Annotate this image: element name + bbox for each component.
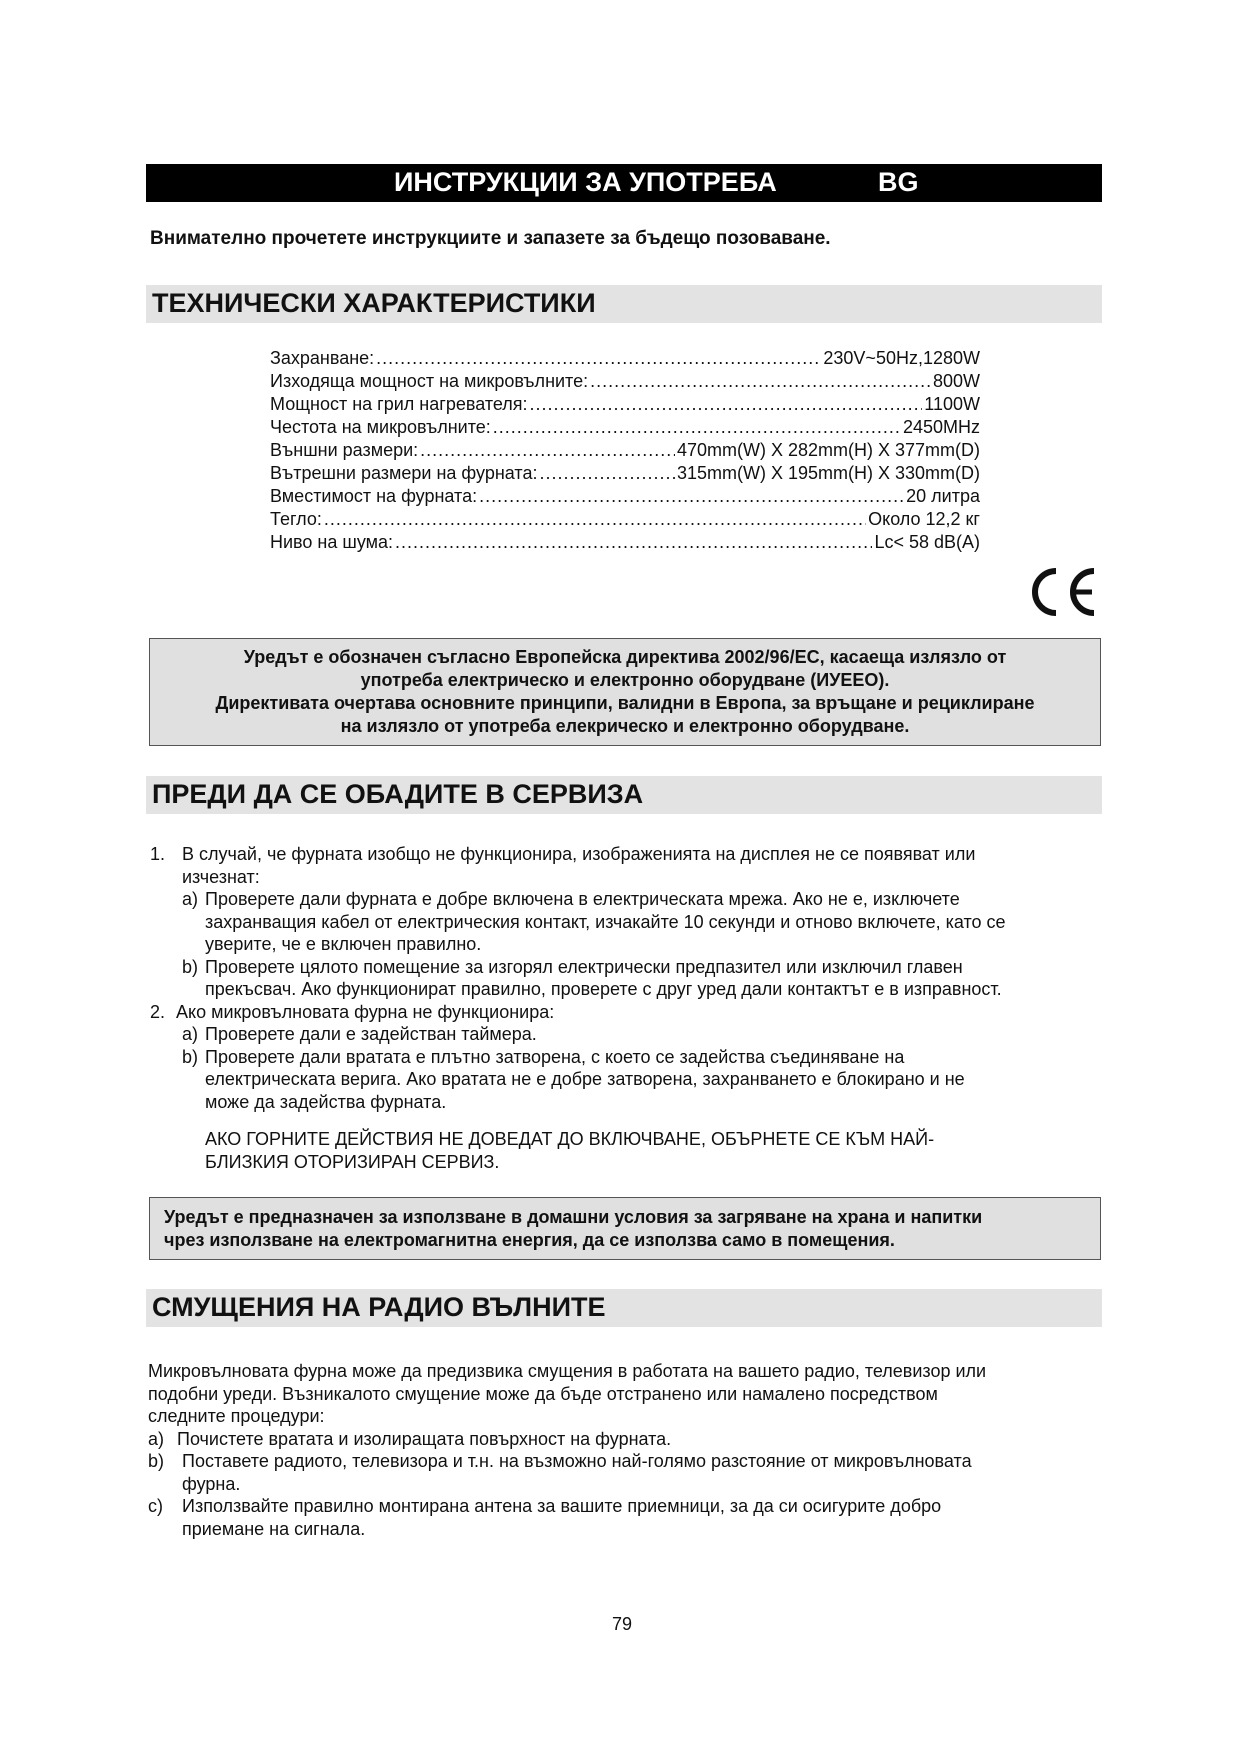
- item-line: В случай, че фурната изобщо не функционира, изображенията на дисплея не се появяват или: [182, 844, 976, 864]
- spec-value: 800W: [932, 371, 980, 391]
- spec-row: [270, 394, 980, 417]
- spec-label: Честота на микровълните:: [270, 417, 491, 437]
- spec-label: Изходяща мощност на микровълните:: [270, 371, 589, 391]
- item-line: Проверете цялото помещение за изгорял електрически предпазител или изключил главен: [205, 956, 963, 977]
- spec-row: [270, 532, 980, 555]
- document-title: ИНСТРУКЦИИ ЗА УПОТРЕБА: [394, 167, 777, 197]
- item-label: c): [148, 1496, 163, 1516]
- sub-list-item: [150, 1023, 1100, 1046]
- intro-text: Внимателно прочетете инструкциите и запазете за бъдещо позоваване.: [150, 228, 831, 249]
- spec-row: [270, 486, 980, 509]
- item-line: Ако микровълновата фурна не функционира:: [176, 1001, 555, 1022]
- spec-leader: [493, 417, 901, 438]
- spec-value: Около 12,2 кг: [868, 509, 980, 529]
- service-warning: [150, 1128, 1100, 1173]
- warning-line: БЛИЗКИЯ ОТОРИЗИРАН СЕРВИЗ.: [205, 1151, 500, 1172]
- radio-heading-text: СМУЩЕНИЯ НА РАДИО ВЪЛНИТЕ: [152, 1292, 606, 1322]
- spec-leader: [539, 463, 675, 484]
- spec-row: [270, 348, 980, 371]
- spec-leader: [376, 348, 821, 369]
- spec-label: Вместимост на фурната:: [270, 486, 478, 506]
- item-line: фурна.: [182, 1473, 241, 1494]
- notice-line: Уредът е предназначен за използване в домашни условия за загряване на храна и напитки: [164, 1207, 983, 1227]
- spec-label: Вътрешни размери на фурната:: [270, 463, 538, 483]
- spec-label: Мощност на грил нагревателя:: [270, 394, 528, 414]
- list-item: [148, 1428, 1098, 1451]
- list-item: [150, 1001, 1100, 1024]
- tech-specs-heading-text: ТЕХНИЧЕСКИ ХАРАКТЕРИСТИКИ: [152, 288, 596, 318]
- spec-row: [270, 417, 980, 440]
- item-line: Проверете дали е задействан таймера.: [205, 1024, 537, 1044]
- document-title-bar: [146, 164, 1102, 202]
- list-item: [148, 1450, 1098, 1495]
- spec-row: [270, 509, 980, 532]
- spec-leader: [590, 371, 931, 392]
- item-line: Поставете радиото, телевизора и т.н. на възможно най-голямо разстояние от микровълновата: [182, 1451, 972, 1471]
- ce-mark-icon: [1024, 566, 1098, 618]
- paragraph-line: Микровълновата фурна може да предизвика смущения в работата на вашето радио, телевизор или: [148, 1361, 987, 1381]
- spec-value: 1100W: [924, 394, 980, 414]
- item-line: Проверете дали вратата е плътно затворена, с което се задейства съединяване на: [205, 1046, 905, 1067]
- list-item: [148, 1495, 1098, 1540]
- spec-value: 230V~50Hz,1280W: [823, 348, 980, 368]
- spec-label: Захранване:: [270, 348, 375, 368]
- item-line: Проверете дали фурната е добре включена в електрическата мрежа. Ако не е, изключете: [205, 889, 960, 909]
- item-line: може да задейства фурната.: [205, 1091, 447, 1112]
- item-line: приемане на сигнала.: [182, 1518, 366, 1539]
- spec-value: 470mm(W) X 282mm(H) X 377mm(D): [676, 440, 980, 460]
- item-line: захранващия кабел от електрическия контакт, изчакайте 10 секунди и отново включете, като се: [205, 911, 1006, 932]
- notice-line: употреба електрическо и електронно оборудване (ИУЕЕО).: [360, 670, 890, 690]
- spec-label: Ниво на шума:: [270, 532, 394, 552]
- spec-value: Lc< 58 dB(A): [874, 532, 980, 552]
- spec-label: Тегло:: [270, 509, 322, 529]
- notice-line: чрез използване на електромагнитна енергия, да се използва само в помещения.: [164, 1230, 895, 1250]
- spec-leader: [530, 394, 923, 415]
- spec-list: [270, 348, 980, 555]
- service-heading: [146, 776, 1102, 814]
- notice-line: на излязло от употреба елекрическо и електронно оборудване.: [340, 716, 910, 736]
- item-line: уверите, че е включен правилно.: [205, 934, 482, 954]
- spec-leader: [395, 532, 872, 553]
- sub-list-item: [150, 956, 1100, 1001]
- item-line: електрическата верига. Ако вратата не е добре затворена, захранването е блокирано и не: [205, 1069, 965, 1089]
- spec-row: [270, 463, 980, 486]
- paragraph-line: следните процедури:: [148, 1406, 325, 1426]
- item-line: Използвайте правилно монтирана антена за вашите приемници, за да си осигурите добро: [182, 1496, 942, 1516]
- list-item: [150, 843, 1100, 888]
- spec-leader: [324, 509, 866, 530]
- item-label: b): [148, 1451, 165, 1471]
- weee-notice-box: [149, 638, 1101, 746]
- spec-value: 20 литра: [906, 486, 980, 506]
- spec-row: [270, 371, 980, 394]
- item-label: a): [148, 1428, 165, 1449]
- item-line: прекъсвач. Ако функционират правилно, проверете с друг уред дали контактът е в изправност.: [205, 979, 1002, 999]
- warning-line: АКО ГОРНИТЕ ДЕЙСТВИЯ НЕ ДОВЕДАТ ДО ВКЛЮЧВАНЕ, ОБЪРНЕТЕ СЕ КЪМ НАЙ-: [205, 1129, 935, 1149]
- spec-leader: [479, 486, 904, 507]
- item-line: Почистете вратата и изолиращата повърхност на фурната.: [177, 1428, 672, 1449]
- spec-value: 315mm(W) X 195mm(H) X 330mm(D): [676, 463, 980, 483]
- sub-list-item: [150, 1046, 1100, 1114]
- paragraph-line: подобни уреди. Възникалото смущение може да бъде отстранено или намалено посредством: [148, 1383, 938, 1404]
- spec-label: Външни размери:: [270, 440, 419, 460]
- language-code: BG: [878, 167, 919, 197]
- item-line: изчезнат:: [182, 866, 260, 887]
- service-heading-text: ПРЕДИ ДА СЕ ОБАДИТЕ В СЕРВИЗА: [152, 779, 644, 809]
- service-checklist: [150, 843, 1100, 1173]
- tech-specs-heading: [146, 285, 1102, 323]
- item-number: 1.: [150, 844, 166, 864]
- sub-item-label: b): [182, 956, 199, 977]
- radio-interference-heading: [146, 1289, 1102, 1327]
- sub-list-item: [150, 888, 1100, 956]
- item-number: 2.: [150, 1001, 166, 1022]
- page-number: 79: [612, 1614, 633, 1634]
- household-use-notice-box: [149, 1197, 1101, 1260]
- sub-item-label: b): [182, 1046, 199, 1067]
- spec-value: 2450MHz: [902, 417, 980, 437]
- spec-row: [270, 440, 980, 463]
- spec-leader: [420, 440, 675, 461]
- radio-interference-text: [148, 1360, 1098, 1540]
- sub-item-label: a): [182, 1024, 199, 1044]
- sub-item-label: a): [182, 889, 199, 909]
- notice-line: Директивата очертава основните принципи, валидни в Европа, за връщане и рециклиране: [215, 693, 1035, 713]
- notice-line: Уредът е обозначен съгласно Европейска директива 2002/96/ЕС, касаеща излязло от: [243, 647, 1007, 667]
